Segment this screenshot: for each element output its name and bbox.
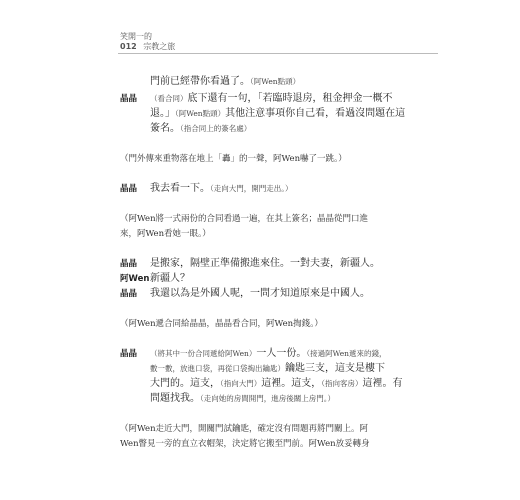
stage-direction: （阿Wen走近大門，開關門試鑰匙，確定沒有問題再將門關上。阿 bbox=[120, 424, 369, 434]
dialogue-line: 新疆人？ bbox=[150, 273, 190, 284]
speaker-label: 阿Wen bbox=[120, 274, 150, 284]
running-header bbox=[120, 41, 175, 52]
stage-direction: （阿Wen遞合同給晶晶，晶晶看合同，阿Wen掏錢。） bbox=[120, 319, 323, 329]
dialogue-line: 退。」（阿Wen點頭）其他注意事項你自己看，看過沒問題在這 bbox=[150, 108, 406, 119]
dialogue-line: 問題找我。（走向她的房間開門，進房後關上房門。） bbox=[150, 393, 335, 404]
speaker-label: 晶晶 bbox=[120, 349, 138, 359]
page-number: 012 bbox=[120, 42, 137, 51]
dialogue-line: 門前已經帶你看過了。（阿Wen點頭） bbox=[150, 76, 301, 87]
speaker-label: 晶晶 bbox=[120, 94, 138, 104]
dialogue-line: 我還以為是外國人呢，一問才知道原來是中國人。 bbox=[150, 288, 370, 299]
header-divider bbox=[118, 53, 438, 54]
speaker-label: 晶晶 bbox=[120, 184, 138, 194]
stage-direction: （門外傳來重物落在地上「轟」的一聲，阿Wen嚇了一跳。） bbox=[120, 154, 347, 164]
dialogue-line: 是搬家，隔壁正準備搬進來住。一對夫妻，新疆人。 bbox=[150, 258, 380, 269]
speaker-label: 晶晶 bbox=[120, 259, 138, 269]
dialogue-line: 簽名。（指合同上的簽名處） bbox=[150, 123, 252, 134]
speaker-label: 晶晶 bbox=[120, 289, 138, 299]
dialogue-line: 大門的。這支，（指向大門）這裡。這支，（指向客房）這裡。有 bbox=[150, 378, 403, 389]
running-header-title: 笑開一的 bbox=[120, 32, 152, 41]
dialogue-line: 數一數，放進口袋，再從口袋掏出鑰匙）鑰匙三支，這支是樓下 bbox=[150, 363, 385, 374]
dialogue-line: （看合同）底下還有一句，「若臨時退房，租金押金一概不 bbox=[150, 93, 393, 104]
dialogue-line: 我去看一下。（走向大門，開門走出。） bbox=[150, 183, 293, 194]
dialogue-line: （將其中一份合同遞給阿Wen）一人一份。（接過阿Wen遞來的錢， bbox=[150, 348, 387, 359]
stage-direction: （阿Wen將一式兩份的合同看過一遍，在其上簽名；晶晶從門口進 bbox=[120, 214, 369, 224]
chapter-title: 宗教之旅 bbox=[143, 42, 176, 51]
stage-direction: Wen瞥見一旁的直立衣帽架，決定將它搬至門前。阿Wen放妥轉身 bbox=[120, 439, 370, 449]
stage-direction: 來，阿Wen看她一眼。） bbox=[120, 229, 211, 239]
